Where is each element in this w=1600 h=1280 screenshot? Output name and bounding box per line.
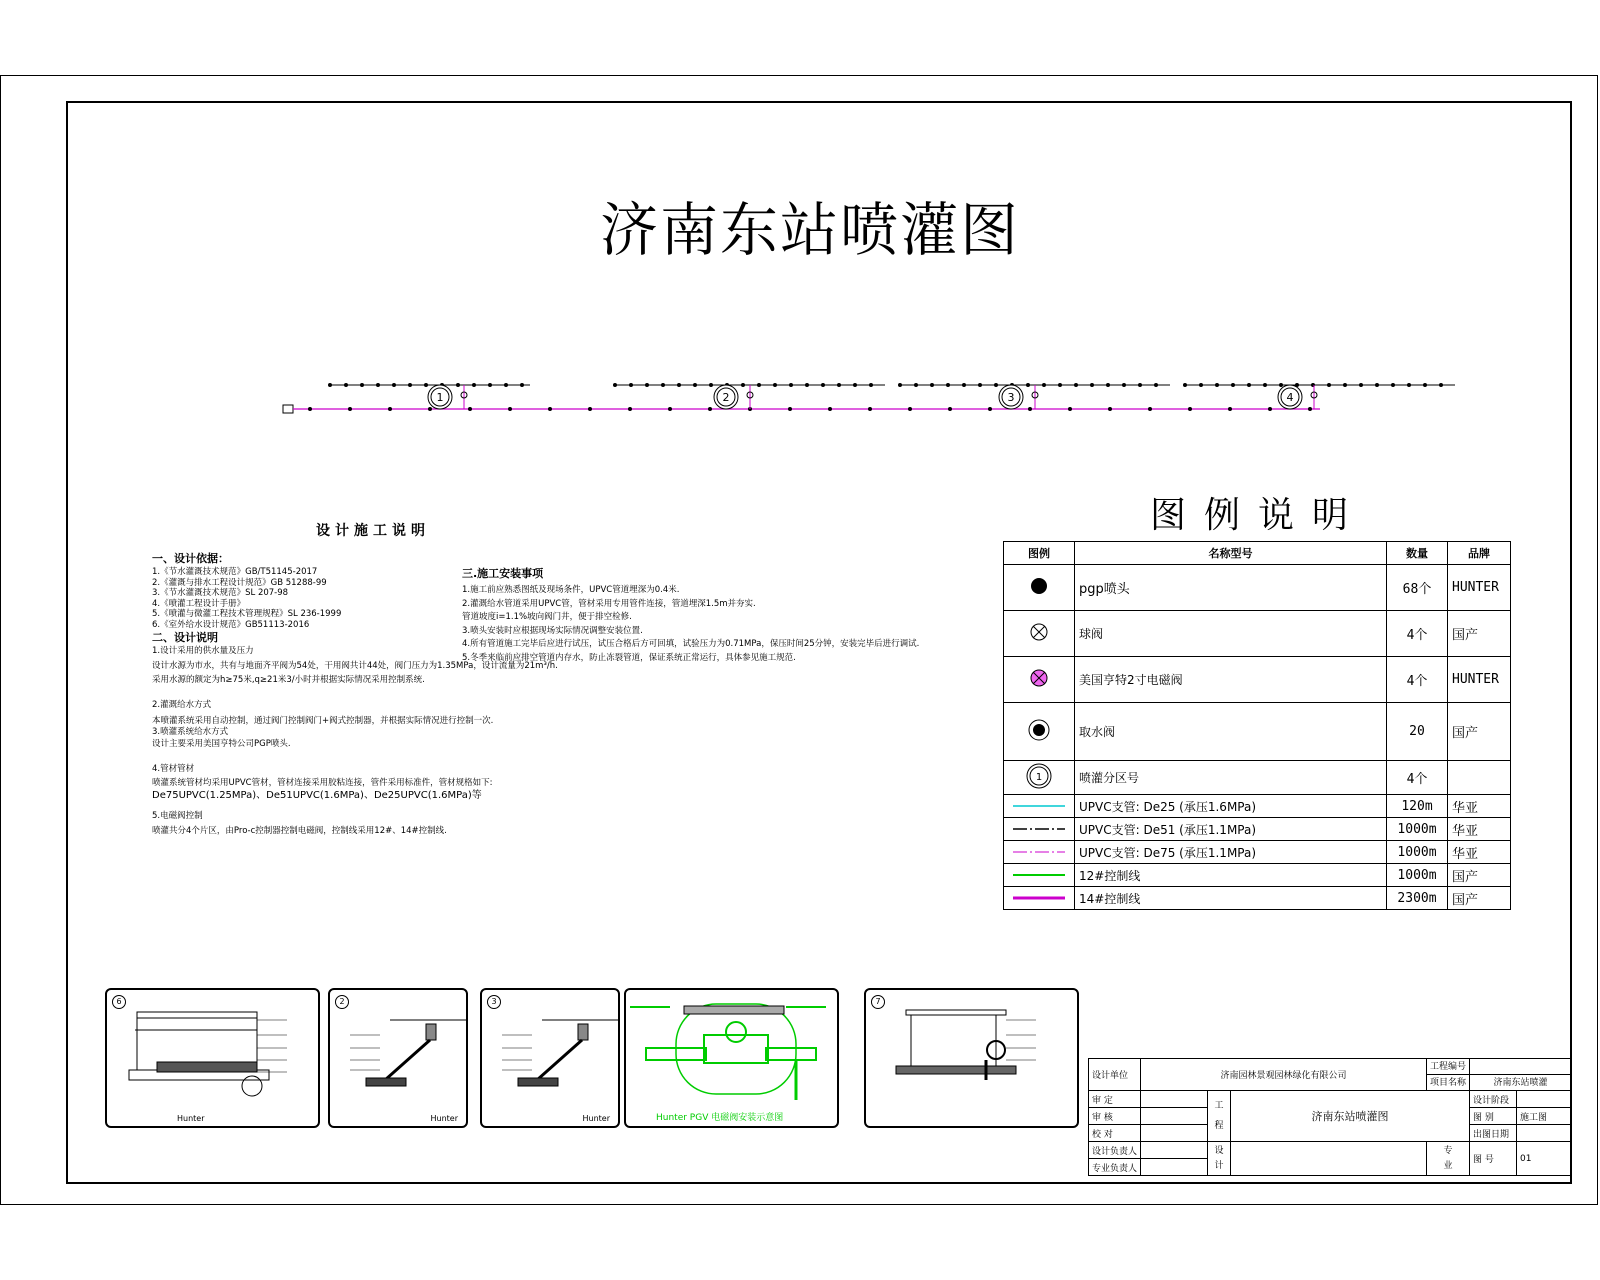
legend-brand: 华亚 [1448,795,1511,818]
legend-qty: 1000m [1387,818,1448,841]
sprinkler-head-icon [1122,383,1126,387]
sprinkler-head-icon [408,383,412,387]
sprinkler-head-icon [948,407,952,411]
notes-line: 5.电磁阀控制 [152,811,203,821]
design-stage-label: 设计阶段 [1470,1091,1517,1108]
legend-brand: HUNTER [1448,565,1511,611]
quick-coupler-icon [1004,703,1075,761]
installation-notes [462,566,919,663]
water-source-box [283,405,293,413]
discipline-lead-label: 专业负责人 [1089,1159,1141,1176]
sprinkler-head-icon [757,383,761,387]
title-block-row [1089,1059,1572,1091]
control-wire-12-icon [1004,864,1075,887]
legend-brand: 国产 [1448,864,1511,887]
drawing-title: 济南东站喷灌图 [600,196,1021,264]
sprinkler-head-icon [868,407,872,411]
irrigation-layout-plan [0,0,1600,460]
legend-brand: 华亚 [1448,818,1511,841]
notes-line: 设计主要采用美国亨特公司PGP喷头. [152,739,291,749]
sprinkler-head-icon [1375,383,1379,387]
hunter-logo: Hunter [582,1114,610,1123]
legend-header-symbol: 图例 [1004,542,1075,565]
detail-drawing-valve-box [864,988,1079,1128]
sprinkler-head-icon [1327,383,1331,387]
sprinkler-head-icon [456,383,460,387]
legend-header-qty: 数量 [1387,542,1448,565]
notes-line: 3.喷头安装时应根据现场实际情况调整安装位置. [462,625,643,636]
drawing-type-value: 施工图 [1517,1108,1572,1125]
notes-line: 设计水源为市水，共有与地面齐平阀为54处，干用阀共计44处，阀门压力为1.35MPa，设计流量为21m³/h. [152,660,558,671]
legend-qty: 120m [1387,795,1448,818]
sprinkler-head-icon [962,383,966,387]
legend-qty: 20 [1387,703,1448,761]
sprinkler-head-icon [1106,383,1110,387]
detail-drawing-valve-assembly [105,988,320,1128]
legend-table [1003,541,1511,910]
zone-number-label: 4 [1286,391,1294,404]
sprinkler-head-icon [1183,383,1187,387]
sprinkler-head-icon [1343,383,1347,387]
sprinkler-head-icon [392,383,396,387]
notes-section-title: 一、设计依据： [152,552,229,565]
notes-line: 采用水源的额定为h≥75米,q≥21米3/小时并根据实际情况采用控制系统. [152,675,425,685]
sprinkler-head-icon [1228,407,1232,411]
notes-line: 5.冬季来临前应排空管道内存水，防止冻裂管道，保证系统正常运行，具体参见施工规范. [462,652,796,663]
notes-line: De75UPVC(1.25MPa)、De51UPVC(1.6MPa)、De25UPVC(1.6MPa)等 [152,789,482,801]
sprinkler-head-icon [1423,383,1427,387]
legend-header-name: 名称型号 [1075,542,1387,565]
sprinkler-head-icon [1042,383,1046,387]
notes-line: 6.《室外给水设计规范》GB51113-2016 [152,619,310,630]
notes-line: 2.灌溉给水管道采用UPVC管，管材采用专用管件连接，管道埋深1.5m并夯实. [462,598,756,609]
sprinkler-head-icon [788,407,792,411]
sprinkler-head-icon [978,383,982,387]
sprinkler-head-icon [1391,383,1395,387]
sprinkler-head-icon [773,383,777,387]
legend-row [1004,795,1511,818]
sprinkler-head-icon [1138,383,1142,387]
legend-row [1004,818,1511,841]
project-labels [1426,1059,1469,1091]
notes-line: 5.《喷灌与微灌工程技术管理规程》SL 236-1999 [152,609,342,619]
sprinkler-head-icon [645,383,649,387]
project-values [1470,1059,1572,1091]
sprinkler-head-icon [1026,383,1030,387]
legend-brand: 国产 [1448,611,1511,657]
legend-qty: 4个 [1387,657,1448,703]
sprinkler-head-icon [1308,407,1312,411]
notes-section-title: 二、设计说明 [152,631,218,644]
sprinkler-head-icon [661,383,665,387]
design-notes-heading: 设计施工说明 [316,523,430,539]
pgv-caption: Hunter PGV 电磁阀安装示意图 [656,1113,784,1123]
sprinkler-head-icon [344,383,348,387]
drawing-number-value: 01 [1517,1142,1572,1176]
legend-name: 取水阀 [1075,703,1387,761]
legend-name: 球阀 [1075,611,1387,657]
legend-qty: 1000m [1387,864,1448,887]
sprinkler-head-icon [869,383,873,387]
legend-qty: 2300m [1387,887,1448,910]
notes-line: 3.《节水灌溉技术规范》SL 207-98 [152,588,289,598]
sprinkler-head-icon [853,383,857,387]
sprinkler-head-icon [837,383,841,387]
sprinkler-head-icon [472,383,476,387]
sprinkler-head-icon [1407,383,1411,387]
notes-line: 1.设计采用的供水量及压力 [152,646,254,656]
legend-title: 图例说明 [1150,495,1367,536]
notes-line: 4.《喷灌工程设计手册》 [152,598,246,609]
zone-number-label: 2 [722,391,730,404]
notes-line: 4.管材管材 [152,763,195,774]
sprinkler-head-icon [1108,407,1112,411]
notes-line: 2.灌溉给水方式 [152,699,212,710]
sprinkler-head-icon [1154,383,1158,387]
sprinkler-head-icon [360,383,364,387]
legend-row [1004,864,1511,887]
legend-row [1004,841,1511,864]
sprinkler-head-icon [1263,383,1267,387]
sprinkler-head-icon [1268,407,1272,411]
sprinkler-head-icon [428,407,432,411]
issue-date-value [1517,1125,1572,1142]
sprinkler-head-icon [741,383,745,387]
sprinkler-head-icon [388,407,392,411]
legend-name: UPVC支管: De51 (承压1.1MPa) [1075,818,1387,841]
legend-brand [1448,761,1511,795]
sprinkler-head-icon [328,383,332,387]
sprinkler-head-icon [988,407,992,411]
legend-header-brand: 品牌 [1448,542,1511,565]
sprinkler-head-icon [994,383,998,387]
legend-row [1004,887,1511,910]
legend-header-row [1004,542,1511,565]
detail-drawing-sprinkler-1 [328,988,468,1128]
legend-qty: 4个 [1387,611,1448,657]
detail-number: 2 [335,995,349,1009]
legend-name: UPVC支管: De25 (承压1.6MPa) [1075,795,1387,818]
sprinkler-head-icon [508,407,512,411]
pgv-valve-installation-sketch [626,990,839,1128]
sprinkler-head-icon [805,383,809,387]
sprinkler-head-icon [1199,383,1203,387]
legend-name: 喷灌分区号 [1075,761,1387,795]
sprinkler-head-icon [1188,407,1192,411]
solenoid-valve-icon [1004,657,1075,703]
sprinkler-head-icon [789,383,793,387]
sprinkler-head-icon [520,383,524,387]
legend-brand: 华亚 [1448,841,1511,864]
notes-line: 2.《灌溉与排水工程设计规范》GB 51288-99 [152,577,327,588]
sprinkler-head-icon [548,407,552,411]
design-mark: 设 计 [1208,1142,1231,1176]
sprinkler-head-icon [588,407,592,411]
sprinkler-head-icon [424,383,428,387]
sprinkler-head-icon [1279,383,1283,387]
sprinkler-head-icon [914,383,918,387]
notes-line: 喷灌共分4个片区，由Pro-c控制器控制电磁阀，控制线采用12#、14#控制线. [152,825,447,836]
sprinkler-head-icon [908,407,912,411]
issue-date-label: 出图日期 [1470,1125,1517,1142]
notes-line: 3.喷灌系统给水方式 [152,726,229,737]
layout-lines [283,383,1455,413]
sprinkler-head-icon [677,383,681,387]
title-block [1088,1058,1572,1176]
engineering-mark: 工 程 [1208,1091,1231,1142]
sprinkler-head-icon [709,383,713,387]
checker-label: 校 对 [1089,1125,1141,1142]
sprinkler-head-icon [1359,383,1363,387]
install-title: 三.施工安装事项 [462,567,544,580]
project-name-label: 项目名称 [1429,1078,1466,1088]
legend-qty: 68个 [1387,565,1448,611]
legend-brand: 国产 [1448,703,1511,761]
sprinkler-head-icon [1215,383,1219,387]
ball-valve-icon [1004,611,1075,657]
design-unit-label: 设计单位 [1089,1059,1141,1091]
legend-row [1004,565,1511,611]
legend-name: 美国亨特2寸电磁阀 [1075,657,1387,703]
notes-line: 喷灌系统管材均采用UPVC管材，管材连接采用胶粘连接，管件采用标准件，管材规格如下: [152,778,493,788]
sprinkler-head-icon [1439,383,1443,387]
sprinkler-head-icon [1148,407,1152,411]
detail-number: 3 [487,995,501,1009]
valve-assembly-sketch [107,990,320,1128]
sprinkler-head-icon [1247,383,1251,387]
sprinkler-head-icon [821,383,825,387]
discipline-mark: 专 业 [1426,1142,1469,1176]
notes-line: 1.《节水灌溉技术规范》GB/T51145-2017 [152,567,318,577]
sprinkler-head-icon [376,383,380,387]
notes-line: 管道坡度i=1.1%坡向阀门井，便于排空检修. [462,612,632,622]
sprinkler-head-icon [708,407,712,411]
legend-brand: 国产 [1448,887,1511,910]
legend-name: UPVC支管: De75 (承压1.1MPa) [1075,841,1387,864]
drawing-number-label: 图 号 [1470,1142,1517,1176]
legend-name: pgp喷头 [1075,565,1387,611]
design-stage-value [1517,1091,1572,1108]
sprinkler-head-icon [1068,407,1072,411]
sprinkler-head-icon [629,383,633,387]
sprinkler-head-icon [828,407,832,411]
sprinkler-head-icon [348,407,352,411]
sprinkler-head-icon [1090,383,1094,387]
sprinkler-head-icon [1028,407,1032,411]
legend-name: 14#控制线 [1075,887,1387,910]
reviewer-label: 审 核 [1089,1108,1141,1125]
sprinkler-head-icon [1231,383,1235,387]
project-code-label: 工程编号 [1427,1059,1469,1075]
zone-number-icon [1004,761,1075,795]
sprinkler-head-icon [898,383,902,387]
sprinkler-head-icon [1004,565,1075,611]
project-name: 济南东站喷灌 [1493,1078,1548,1088]
de51-pipe-line-icon [1004,818,1075,841]
hunter-logo: Hunter [430,1114,458,1123]
sprinkler-head-icon [504,383,508,387]
sprinkler-head-icon [488,383,492,387]
approver-label: 审 定 [1089,1091,1141,1108]
legend-row [1004,611,1511,657]
sheet-title: 济南东站喷灌图 [1231,1091,1470,1142]
zone-number-label: 3 [1007,391,1015,404]
notes-line: 本喷灌系统采用自动控制，通过阀门控制阀门+阀式控制器，并根据实际情况进行控制一次. [152,716,494,726]
de25-pipe-line-icon [1004,795,1075,818]
sprinkler-head-icon [1058,383,1062,387]
sprinkler-head-icon [946,383,950,387]
legend-qty: 4个 [1387,761,1448,795]
sprinkler-head-icon [693,383,697,387]
valve-box-sketch [866,990,1079,1128]
legend-row [1004,761,1511,795]
sprinkler-head-icon [1074,383,1078,387]
zone-number-label: 1 [436,391,444,404]
legend-row [1004,703,1511,761]
sprinkler-riser-sketch [330,990,468,1128]
detail-drawing-sprinkler-2 [480,988,620,1128]
notes-line: 4.所有管道施工完毕后应进行试压，试压合格后方可回填，试验压力为0.71MPa，保压时间25分钟，安装完毕后进行调试. [462,639,920,649]
sprinkler-head-icon [628,407,632,411]
notes-line: 1.施工前应熟悉图纸及现场条件，UPVC管道埋深为0.4米. [462,585,680,595]
sprinkler-head-icon [308,407,312,411]
legend-row [1004,657,1511,703]
detail-number: 7 [871,995,885,1009]
design-lead-label: 设计负责人 [1089,1142,1141,1159]
sprinkler-head-icon [468,407,472,411]
legend-qty: 1000m [1387,841,1448,864]
design-unit-name: 济南园林景观园林绿化有限公司 [1141,1059,1427,1091]
sprinkler-head-icon [930,383,934,387]
svg-text:1: 1 [1035,772,1043,783]
hunter-logo: Hunter [177,1114,205,1123]
sprinkler-swing-joint-sketch [482,990,620,1128]
sprinkler-head-icon [668,407,672,411]
de75-pipe-line-icon [1004,841,1075,864]
title-block-row [1089,1091,1572,1108]
control-wire-14-icon [1004,887,1075,910]
title-block-row [1089,1142,1572,1159]
sprinkler-head-icon [613,383,617,387]
detail-drawing-pgv-valve [624,988,839,1128]
drawing-type-label: 图 别 [1470,1108,1517,1125]
detail-number: 6 [112,995,126,1009]
legend-name: 12#控制线 [1075,864,1387,887]
legend-brand: HUNTER [1448,657,1511,703]
